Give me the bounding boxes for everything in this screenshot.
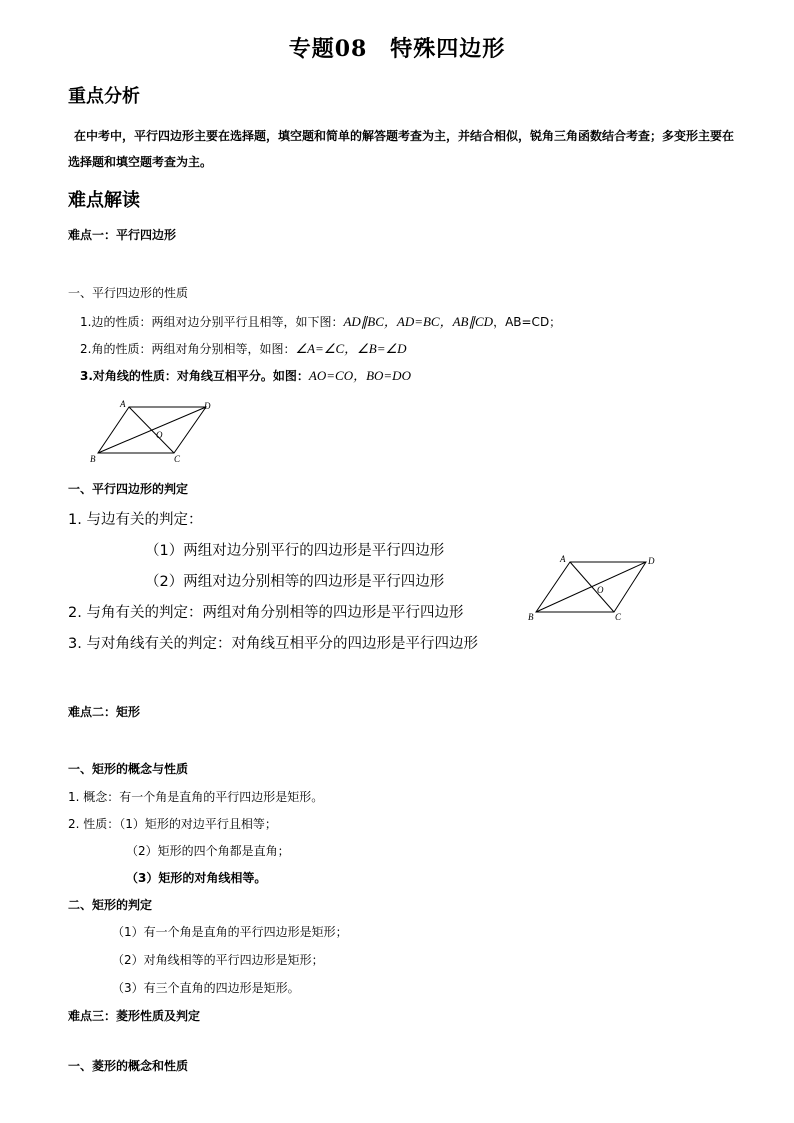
property-diagonals <box>80 365 411 384</box>
analysis-paragraph: 在中考中，平行四边形主要在选择题，填空题和简单的解答题考查为主，并结合相似，锐角三角函数结合考查；多变形主要在选择题和填空题考查为主。 <box>68 129 735 169</box>
judgment-sides-2: （2）两组对边分别相等的四边形是平行四边形 <box>145 574 445 590</box>
rectangle-judgment-1: （1）有一个角是直角的平行四边形是矩形； <box>112 925 348 939</box>
property-diagonals-text: 3.对角线的性质：对角线互相平分。如图： <box>80 369 309 383</box>
property-sides-math: AD∥BC，AD=BC，AB∥CD <box>343 314 494 329</box>
rectangle-concept-heading: 一、矩形的概念与性质 <box>68 762 189 776</box>
parallelogram-judgment-heading: 一、平行四边形的判定 <box>68 482 189 496</box>
label-b-2: B <box>528 612 534 622</box>
judgment-angles: 2. 与角有关的判定：两组对角分别相等的四边形是平行四边形 <box>68 605 464 621</box>
property-diagonals-math: AO=CO，BO=DO <box>308 368 411 383</box>
property-sides <box>80 311 561 330</box>
difficulty-3-title: 难点三：菱形性质及判定 <box>68 1009 201 1023</box>
property-sides-text: 1.边的性质：两组对边分别平行且相等，如下图： <box>80 315 344 329</box>
parallelogram-figure-1 <box>86 395 221 470</box>
property-angles-math: ∠A=∠C，∠B=∠D <box>295 341 407 356</box>
parallelogram-figure-2 <box>522 550 662 625</box>
difficulty-2-title: 难点二：矩形 <box>68 705 141 719</box>
rectangle-property-2: （2）矩形的四个角都是直角； <box>126 844 290 858</box>
property-angles-text: 2.角的性质：两组对角分别相等，如图： <box>80 342 296 356</box>
label-o-2: O <box>597 585 604 595</box>
rhombus-concept-heading: 一、菱形的概念和性质 <box>68 1059 189 1073</box>
property-sides-tail: ，AB=CD； <box>493 315 562 329</box>
rectangle-concept: 1. 概念：有一个角是直角的平行四边形是矩形。 <box>68 790 324 804</box>
label-d: D <box>204 401 211 411</box>
parallelogram-properties-heading: 一、平行四边形的性质 <box>68 286 189 300</box>
judgment-diagonals: 3. 与对角线有关的判定：对角线互相平分的四边形是平行四边形 <box>68 636 478 652</box>
label-c: C <box>174 454 181 464</box>
rectangle-property-1: 2. 性质：（1）矩形的对边平行且相等； <box>68 817 277 831</box>
rectangle-judgment-3: （3）有三个直角的四边形是矩形。 <box>112 981 300 995</box>
label-a-2: A <box>560 554 566 564</box>
label-a: A <box>120 399 126 409</box>
section-heading-difficulty: 难点解读 <box>68 190 140 211</box>
label-o: O <box>156 430 163 440</box>
label-c-2: C <box>615 612 622 622</box>
judgment-sides-1: （1）两组对边分别平行的四边形是平行四边形 <box>145 543 445 559</box>
property-angles <box>80 338 407 357</box>
section-heading-key-analysis: 重点分析 <box>68 86 140 107</box>
rectangle-judgment-2: （2）对角线相等的平行四边形是矩形； <box>112 953 324 967</box>
label-b: B <box>90 454 96 464</box>
label-d-2: D <box>648 556 655 566</box>
rectangle-judgment-heading: 二、矩形的判定 <box>68 898 153 912</box>
page-title: 专题08 特殊四边形 <box>288 36 506 62</box>
judgment-sides: 1. 与边有关的判定： <box>68 512 203 528</box>
rectangle-property-3: （3）矩形的对角线相等。 <box>126 871 267 885</box>
difficulty-1-title: 难点一：平行四边形 <box>68 228 177 242</box>
